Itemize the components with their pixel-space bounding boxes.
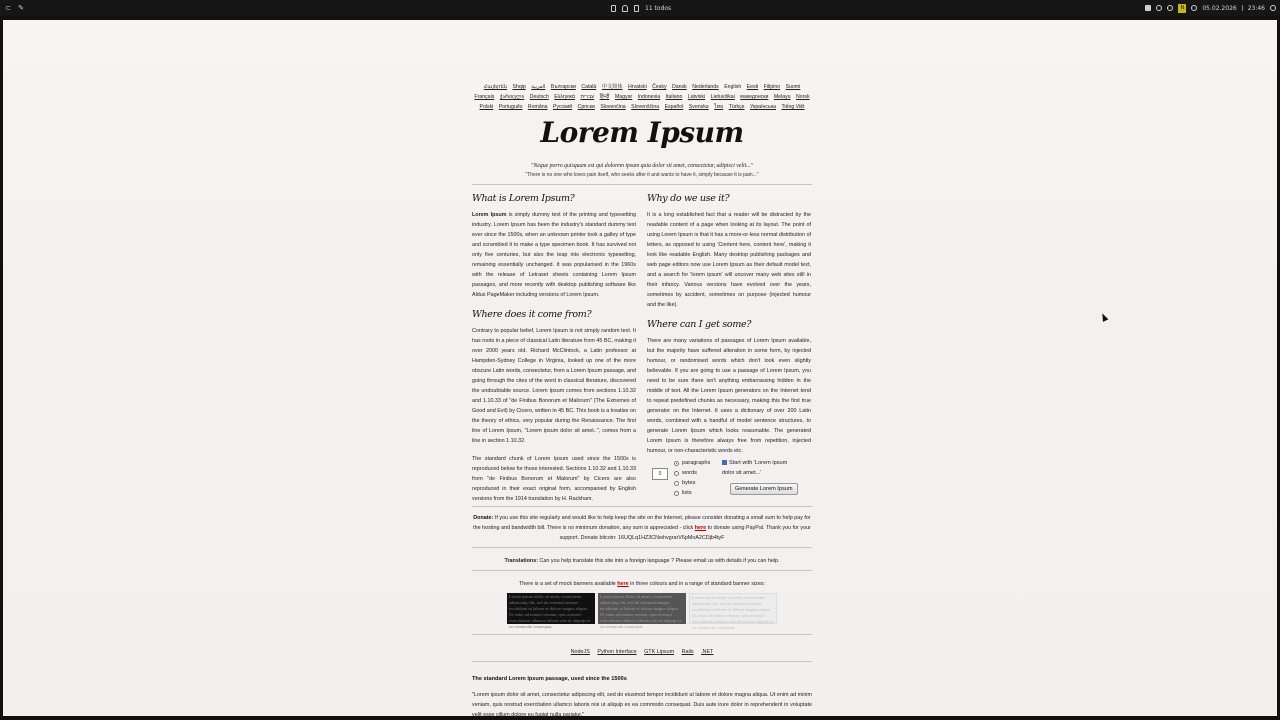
divider (472, 547, 812, 548)
radio-bytes[interactable] (674, 478, 710, 488)
divider (472, 506, 812, 507)
language-link[interactable]: Lietuviškai (710, 94, 735, 100)
language-link[interactable]: Latviski (687, 94, 706, 100)
what-body: is simply dummy text of the printing and typesetting industry. Lorem Ipsum has been the industry's standard dummy text ever since the 1500s, when an unknown printer took a galley of type and scrambled it to make a type specimen book. It has survived not only five centuries, but also the leap into electronic typesetting, remaining essentially unchanged. It was popularised in the 1960s with the release of Letraset sheets containing Lorem Ipsum passages, and more recently with desktop publishing software like Aldus PageMaker including versions of Lorem Ipsum. (472, 212, 636, 298)
language-link[interactable]: עברית (580, 94, 595, 100)
top-bar-right (1145, 0, 1276, 16)
language-link[interactable]: ქართული (499, 94, 525, 100)
link-rails[interactable]: Rails (681, 649, 694, 655)
todo-icon[interactable] (634, 5, 639, 12)
language-link[interactable]: Hrvatski (627, 84, 647, 90)
language-link[interactable]: Français (474, 94, 495, 100)
language-link[interactable]: Tiếng Việt (781, 104, 805, 110)
pin-icon[interactable]: ✎ (18, 4, 24, 12)
radio-label: paragraphs (682, 460, 711, 466)
bell-icon[interactable] (622, 5, 628, 12)
amount-input[interactable]: 5 (652, 468, 668, 480)
banner-light[interactable]: Lorem ipsum dolor sit amet, consectetur adipiscing elit, sed do eiusmod tempor incididunt ut labore et dolore magna aliqua. Ut enim ad minim veniam, quis nostrud exercitation ullamco laboris nisi ut aliquip ex ea commodo consequat. (689, 593, 777, 624)
radio-button[interactable] (674, 481, 679, 486)
checkbox[interactable] (722, 460, 727, 465)
what-text (472, 210, 636, 300)
language-link[interactable]: Norsk (796, 94, 810, 100)
language-link[interactable]: Deutsch (529, 94, 549, 100)
language-link[interactable]: Català (581, 84, 597, 90)
radio-paragraphs[interactable] (674, 458, 710, 468)
settings-icon[interactable] (1270, 5, 1276, 11)
donate-text (472, 513, 812, 543)
link-nodejs[interactable]: NodeJS (570, 649, 590, 655)
clipboard-icon[interactable] (611, 5, 616, 12)
language-link[interactable]: Türkçe (728, 104, 745, 110)
separator (1242, 5, 1243, 11)
radio-lists[interactable] (674, 488, 710, 498)
radio-words[interactable] (674, 468, 710, 478)
notification-badge[interactable]: N (1178, 4, 1186, 13)
radio-button[interactable] (674, 491, 679, 496)
radio-label: bytes (682, 480, 696, 486)
banner-dark[interactable]: Lorem ipsum dolor sit amet, consectetur adipiscing elit, sed do eiusmod tempor incididunt ut labore et dolore magna aliqua. Ut enim ad minim veniam, quis nostrud exercitation ullamco laboris nisi ut aliquip ex ea commodo consequat. (507, 593, 595, 624)
language-link[interactable]: Shqip (512, 84, 526, 90)
network-icon[interactable] (1191, 5, 1197, 11)
language-link[interactable]: Ελληνικά (554, 94, 576, 100)
language-link[interactable]: Nederlands (692, 84, 719, 90)
divider (472, 661, 812, 662)
translations-text (472, 556, 812, 566)
page-title: Lorem Ipsum (540, 116, 744, 149)
update-icon[interactable] (1167, 5, 1173, 11)
donate-body-2: to donate using PayPal. Thank you for your support. Donate bitcoin: 16UQLq1HZ3CNwhvgrarV6pMoA2CDjb4tyF (559, 525, 811, 541)
language-link[interactable]: Indonesia (637, 94, 661, 100)
language-link[interactable]: Português (498, 104, 523, 110)
banners-body: There is a set of mock banners available (518, 581, 618, 587)
where-from-text-2: The standard chunk of Lorem Ipsum used since the 1500s is reproduced below for those interested. Sections 1.10.32 and 1.10.33 from "de Finibus Bonorum et Malorum" by Cicero are also reproduced in their exact original form, accompanied by English versions from the 1914 translation by H. Rackham. (472, 456, 636, 502)
divider (472, 184, 812, 185)
language-link[interactable]: English (724, 84, 742, 90)
language-link[interactable]: Svenska (688, 104, 709, 110)
unit-radio-group (674, 458, 710, 498)
radio-button[interactable] (674, 471, 679, 476)
language-link[interactable]: Eesti (746, 84, 759, 90)
banner-grey[interactable]: Lorem ipsum dolor sit amet, consectetur adipiscing elit, sed do eiusmod tempor incididunt ut labore et dolore magna aliqua. Ut enim ad minim veniam, quis nostrud exercitation ullamco laboris nisi ut aliquip ex ea commodo consequat. (598, 593, 686, 624)
generator-form (472, 458, 812, 502)
sync-icon[interactable] (1156, 5, 1162, 11)
language-link[interactable]: Suomi (785, 84, 801, 90)
time-label[interactable]: 23:46 (1247, 4, 1265, 12)
language-link[interactable]: العربية (531, 84, 546, 90)
language-link[interactable]: Українська (750, 104, 776, 110)
language-link[interactable]: Filipino (763, 84, 781, 90)
radio-label: words (682, 470, 697, 476)
language-link[interactable]: 中文简体 (601, 84, 623, 90)
link-dotnet[interactable]: .NET (701, 649, 714, 655)
date-label[interactable]: 05.02.2026 (1202, 4, 1237, 12)
language-link[interactable]: Español (664, 104, 684, 110)
language-link[interactable]: ไทย (714, 104, 724, 110)
translations-body: Can you help translate this site into a foreign language ? Please email us with details if you can help. (538, 558, 780, 564)
system-top-bar (0, 0, 1280, 16)
donate-label: Donate: (473, 515, 494, 521)
passage-text: "Lorem ipsum dolor sit amet, consectetur adipiscing elit, sed do eiusmod tempor incididunt ut labore et dolore magna aliqua. Ut enim ad minim veniam, quis nostrud exercitation ullamco laboris nisi ut aliquip ex ea commodo consequat. Duis aute irure dolor in reprehenderit in voluptate velit esse cillum dolore eu fugiat nulla pariatur." (472, 692, 812, 718)
radio-button[interactable] (674, 461, 679, 466)
language-link[interactable]: Italiano (665, 94, 683, 100)
language-link[interactable]: Česky (652, 84, 667, 90)
language-link[interactable]: Հայերեն (483, 84, 508, 90)
info-columns (472, 189, 812, 504)
mouse-cursor (1100, 312, 1109, 322)
where-from-text: Contrary to popular belief, Lorem Ipsum is not simply random text. It has roots in a piece of classical Latin literature from 45 BC, making it over 2000 years old. Richard McClintock, a Latin professor at Hampden-Sydney College in Virginia, looked up one of the more obscure Latin words, consectetur, from a Lorem Ipsum passage, and going through the cites of the word in classical literature, discovered the undoubtable source. Lorem Ipsum comes from sections 1.10.32 and 1.10.33 of "de Finibus Bonorum et Malorum" (The Extremes of Good and Evil) by Cicero, written in 45 BC. This book is a treatise on the theory of ethics, very popular during the Renaissance. The first line of Lorem Ipsum, "Lorem ipsum dolor sit amet..", comes from a line in section 1.10.32. (472, 328, 636, 444)
latin-quote: "Neque porro quisquam est qui dolorem ipsum quia dolor sit amet, consectetur, adipisci velit..." (530, 163, 754, 169)
language-link[interactable]: Româna (527, 104, 548, 110)
left-column (472, 189, 636, 504)
checkbox-label: Start with 'Lorem ipsum dolor sit amet...' (722, 460, 788, 476)
what-heading: What is Lorem Ipsum? (472, 193, 575, 204)
link-python[interactable]: Python Interface (597, 649, 637, 655)
language-link[interactable]: македонски (740, 94, 769, 100)
radio-label: lists (682, 490, 692, 496)
what-bold: Lorem Ipsum (472, 212, 507, 218)
where-get-heading: Where can I get some? (647, 319, 752, 330)
link-gtk[interactable]: GTK Lipsum (644, 649, 675, 655)
integration-links (472, 647, 812, 657)
why-text: It is a long established fact that a reader will be distracted by the readable content of a page when looking at its layout. The point of using Lorem Ipsum is that it has a more-or-less normal distribution of letters, as opposed to using 'Content here, content here', making it look like readable English. Many desktop publishing packages and web page editors now use Lorem Ipsum as their default model text, and a search for 'lorem ipsum' will uncover many web sites still in their infancy. Various versions have evolved over the years, sometimes by accident, sometimes on purpose (injected humour and the like). (647, 212, 811, 308)
language-link[interactable]: हिन्दी (599, 94, 610, 100)
banner-samples (472, 593, 812, 630)
where-from-heading: Where does it come from? (472, 309, 592, 320)
passage-heading: The standard Lorem Ipsum passage, used since the 1500s (472, 676, 627, 682)
why-heading: Why do we use it? (647, 193, 730, 204)
right-column (647, 189, 811, 504)
language-link[interactable]: Српски (577, 104, 595, 110)
language-link[interactable]: Polski (479, 104, 494, 110)
language-link[interactable]: Dansk (672, 84, 687, 90)
language-link[interactable]: Melayu (773, 94, 791, 100)
language-link[interactable]: Magyar (614, 94, 633, 100)
donate-link[interactable]: here (694, 525, 707, 531)
web-page (3, 20, 1277, 716)
banners-text (472, 579, 812, 589)
divider (472, 570, 812, 571)
banners-link[interactable]: here (617, 581, 629, 587)
top-bar-center (611, 0, 671, 16)
app-menu-icon[interactable]: ⊂ (5, 4, 11, 12)
browser-frame (0, 16, 1280, 720)
page-content (472, 20, 812, 720)
banners-body-2: in three colours and in a range of standard banner sizes: (628, 581, 766, 587)
generate-button[interactable]: Generate Lorem Ipsum (730, 483, 798, 495)
english-quote: "There is no one who loves pain itself, who seeks after it and wants to have it, simply because it is pain..." (525, 172, 759, 178)
language-link[interactable]: Български (550, 84, 576, 90)
tray-icon[interactable] (1145, 5, 1151, 11)
divider (472, 634, 812, 635)
donate-body: If you use this site regularly and would like to help keep the site on the Internet, please consider donating a small sum to help pay for the hosting and bandwidth bill. There is no minimum donation, any sum is appreciated - click (473, 515, 811, 531)
start-with-checkbox[interactable] (722, 458, 792, 478)
where-get-text: There are many variations of passages of Lorem Ipsum available, but the majority have suffered alteration in some form, by injected humour, or randomised words which don't look even slightly believable. If you are going to use a passage of Lorem Ipsum, you need to be sure there isn't anything embarrassing hidden in the middle of text. All the Lorem Ipsum generators on the Internet tend to repeat predefined chunks as necessary, making this the first true generator on the Internet. It uses a dictionary of over 200 Latin words, combined with a handful of model sentence structures, to generate Lorem Ipsum which looks reasonable. The generated Lorem Ipsum is therefore always free from repetition, injected humour, or non-characteristic words etc. (647, 338, 811, 454)
language-link[interactable]: Slovenčina (600, 104, 626, 110)
language-list (472, 82, 812, 112)
language-link[interactable]: Slovenščina (631, 104, 660, 110)
translations-label: Translations: (504, 558, 539, 564)
language-link[interactable]: Pусский (552, 104, 573, 110)
todos-count[interactable]: 11 todos (645, 4, 672, 12)
